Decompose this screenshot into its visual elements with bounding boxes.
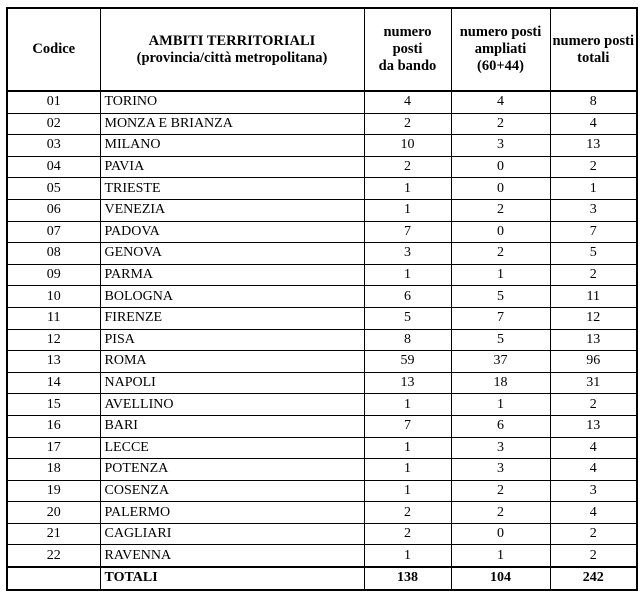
row-total: 4 xyxy=(550,459,637,481)
row-area: RAVENNA xyxy=(100,545,364,567)
table-row xyxy=(7,351,637,373)
row-area: PISA xyxy=(100,329,364,351)
row-extended: 2 xyxy=(451,243,550,265)
positions-table xyxy=(6,7,638,591)
table-row xyxy=(7,415,637,437)
row-extended: 0 xyxy=(451,221,550,243)
row-posted: 5 xyxy=(364,307,451,329)
table-row xyxy=(7,135,637,157)
row-extended: 4 xyxy=(451,91,550,113)
row-area: POTENZA xyxy=(100,459,364,481)
row-code: 04 xyxy=(7,156,100,178)
row-extended: 1 xyxy=(451,264,550,286)
row-posted: 4 xyxy=(364,91,451,113)
row-code: 21 xyxy=(7,523,100,545)
totals-label: TOTALI xyxy=(100,567,364,590)
totals-row xyxy=(7,567,637,590)
row-posted: 13 xyxy=(364,372,451,394)
row-code: 20 xyxy=(7,502,100,524)
row-area: ROMA xyxy=(100,351,364,373)
row-extended: 0 xyxy=(451,523,550,545)
row-total: 2 xyxy=(550,156,637,178)
row-code: 07 xyxy=(7,221,100,243)
row-code: 19 xyxy=(7,480,100,502)
table-row xyxy=(7,178,637,200)
row-extended: 5 xyxy=(451,286,550,308)
row-extended: 3 xyxy=(451,135,550,157)
table-row xyxy=(7,545,637,567)
row-posted: 7 xyxy=(364,415,451,437)
row-posted: 1 xyxy=(364,545,451,567)
row-area: LECCE xyxy=(100,437,364,459)
row-extended: 3 xyxy=(451,459,550,481)
row-total: 11 xyxy=(550,286,637,308)
table-row xyxy=(7,502,637,524)
row-posted: 1 xyxy=(364,437,451,459)
row-posted: 10 xyxy=(364,135,451,157)
table-row xyxy=(7,113,637,135)
row-total: 2 xyxy=(550,545,637,567)
totals-extended: 104 xyxy=(451,567,550,590)
row-area: PARMA xyxy=(100,264,364,286)
row-extended: 1 xyxy=(451,394,550,416)
row-area: VENEZIA xyxy=(100,199,364,221)
row-area: FIRENZE xyxy=(100,307,364,329)
row-code: 16 xyxy=(7,415,100,437)
row-posted: 2 xyxy=(364,156,451,178)
row-posted: 1 xyxy=(364,459,451,481)
row-area: CAGLIARI xyxy=(100,523,364,545)
table-header xyxy=(7,8,637,91)
row-extended: 7 xyxy=(451,307,550,329)
table-row xyxy=(7,480,637,502)
row-code: 02 xyxy=(7,113,100,135)
table-row xyxy=(7,243,637,265)
table-row xyxy=(7,199,637,221)
row-total: 13 xyxy=(550,135,637,157)
row-area: BOLOGNA xyxy=(100,286,364,308)
row-area: MILANO xyxy=(100,135,364,157)
row-total: 13 xyxy=(550,329,637,351)
row-extended: 0 xyxy=(451,156,550,178)
table-row xyxy=(7,329,637,351)
header-extended-line2: ampliati xyxy=(474,41,527,57)
row-code: 22 xyxy=(7,545,100,567)
row-posted: 3 xyxy=(364,243,451,265)
row-total: 13 xyxy=(550,415,637,437)
row-total: 3 xyxy=(550,199,637,221)
header-posted-line3: da bando xyxy=(378,58,437,74)
row-total: 4 xyxy=(550,502,637,524)
row-code: 13 xyxy=(7,351,100,373)
table-row xyxy=(7,394,637,416)
row-posted: 8 xyxy=(364,329,451,351)
header-area-line2: (provincia/città metropolitana) xyxy=(136,49,328,66)
row-extended: 37 xyxy=(451,351,550,373)
row-code: 08 xyxy=(7,243,100,265)
row-area: AVELLINO xyxy=(100,394,364,416)
row-posted: 1 xyxy=(364,480,451,502)
row-posted: 2 xyxy=(364,113,451,135)
header-extended-line1: numero posti xyxy=(459,24,542,40)
row-area: GENOVA xyxy=(100,243,364,265)
row-area: PADOVA xyxy=(100,221,364,243)
header-extended-line3: (60+44) xyxy=(477,58,524,74)
row-total: 3 xyxy=(550,480,637,502)
table-row xyxy=(7,156,637,178)
header-posted-line1: numero xyxy=(383,24,432,40)
row-total: 2 xyxy=(550,523,637,545)
row-code: 09 xyxy=(7,264,100,286)
header-total-line2: totali xyxy=(577,49,610,66)
totals-total: 242 xyxy=(550,567,637,590)
row-code: 12 xyxy=(7,329,100,351)
header-code: Codice xyxy=(7,8,100,91)
row-extended: 2 xyxy=(451,502,550,524)
row-posted: 2 xyxy=(364,502,451,524)
table-row xyxy=(7,91,637,113)
row-extended: 2 xyxy=(451,480,550,502)
table-row xyxy=(7,372,637,394)
row-code: 14 xyxy=(7,372,100,394)
row-posted: 6 xyxy=(364,286,451,308)
row-code: 06 xyxy=(7,199,100,221)
row-posted: 59 xyxy=(364,351,451,373)
header-area-line1: AMBITI TERRITORIALI xyxy=(148,32,316,49)
row-area: COSENZA xyxy=(100,480,364,502)
row-total: 7 xyxy=(550,221,637,243)
row-extended: 2 xyxy=(451,199,550,221)
row-area: MONZA E BRIANZA xyxy=(100,113,364,135)
row-area: NAPOLI xyxy=(100,372,364,394)
header-area xyxy=(100,8,364,91)
row-area: TORINO xyxy=(100,91,364,113)
row-code: 18 xyxy=(7,459,100,481)
row-area: BARI xyxy=(100,415,364,437)
row-extended: 1 xyxy=(451,545,550,567)
row-posted: 1 xyxy=(364,264,451,286)
header-row xyxy=(7,8,637,91)
table-row xyxy=(7,264,637,286)
row-extended: 0 xyxy=(451,178,550,200)
row-area: PALERMO xyxy=(100,502,364,524)
row-total: 2 xyxy=(550,264,637,286)
row-extended: 18 xyxy=(451,372,550,394)
totals-posted: 138 xyxy=(364,567,451,590)
row-code: 15 xyxy=(7,394,100,416)
row-total: 96 xyxy=(550,351,637,373)
totals-code-cell xyxy=(7,567,100,590)
row-posted: 7 xyxy=(364,221,451,243)
row-code: 01 xyxy=(7,91,100,113)
header-extended xyxy=(451,8,550,91)
row-posted: 1 xyxy=(364,178,451,200)
row-code: 05 xyxy=(7,178,100,200)
row-total: 5 xyxy=(550,243,637,265)
row-extended: 2 xyxy=(451,113,550,135)
row-code: 11 xyxy=(7,307,100,329)
row-posted: 1 xyxy=(364,394,451,416)
row-total: 4 xyxy=(550,437,637,459)
header-total xyxy=(550,8,637,91)
row-code: 03 xyxy=(7,135,100,157)
header-posted xyxy=(364,8,451,91)
row-area: TRIESTE xyxy=(100,178,364,200)
header-posted-line2: posti xyxy=(392,41,423,57)
document-page xyxy=(6,7,636,591)
row-total: 4 xyxy=(550,113,637,135)
row-total: 2 xyxy=(550,394,637,416)
row-total: 8 xyxy=(550,91,637,113)
table-row xyxy=(7,437,637,459)
row-posted: 2 xyxy=(364,523,451,545)
row-code: 17 xyxy=(7,437,100,459)
table-row xyxy=(7,221,637,243)
row-total: 12 xyxy=(550,307,637,329)
header-total-line1: numero posti xyxy=(552,32,634,49)
table-row xyxy=(7,307,637,329)
table-body xyxy=(7,91,637,590)
row-posted: 1 xyxy=(364,199,451,221)
table-row xyxy=(7,523,637,545)
table-row xyxy=(7,286,637,308)
row-code: 10 xyxy=(7,286,100,308)
table-row xyxy=(7,459,637,481)
row-total: 1 xyxy=(550,178,637,200)
row-extended: 5 xyxy=(451,329,550,351)
row-total: 31 xyxy=(550,372,637,394)
row-extended: 6 xyxy=(451,415,550,437)
row-area: PAVIA xyxy=(100,156,364,178)
row-extended: 3 xyxy=(451,437,550,459)
